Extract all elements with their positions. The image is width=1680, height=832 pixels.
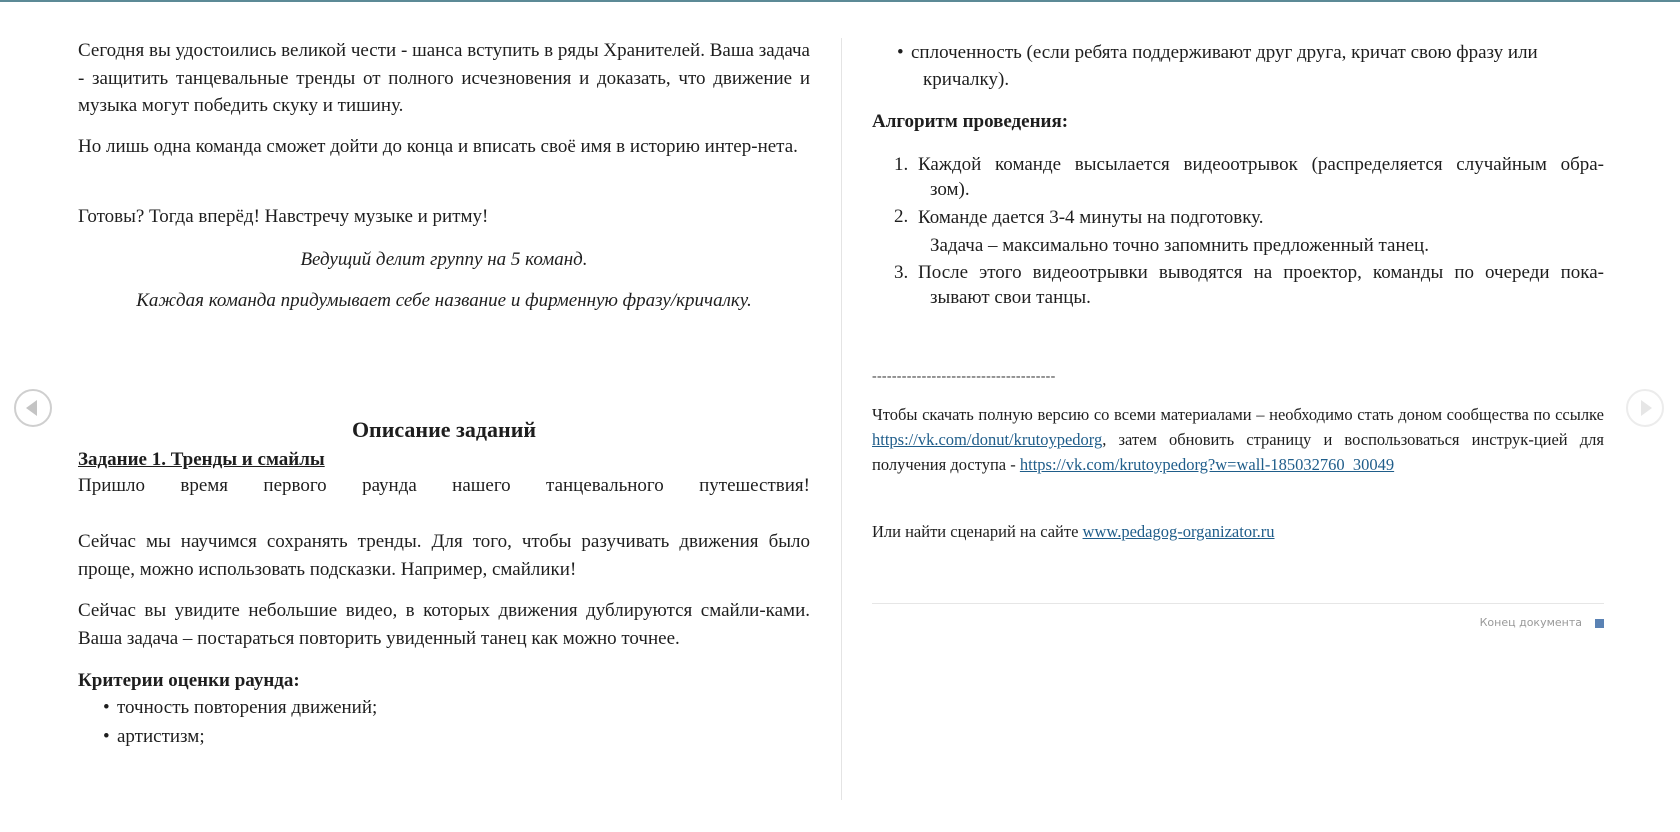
criteria-item: • сплоченность (если ребята поддерживают друг друга, кричат свою фразу или xyxy=(897,39,1597,67)
intro-paragraph-1: Сегодня вы удостоились великой чести - шанса вступить в ряды Хранителей. Ваша задача - защитить танцевальные тренды от полного исчезновения и доказать, что движение и музыка могут победить скуку и тишину. xyxy=(78,40,810,116)
task1-paragraph-2: Сейчас вы увидите небольшие видео, в которых движения дублируются смайли-ками. Ваша задача – постараться повторить увиденный танец как можно точнее. xyxy=(78,600,810,649)
criteria-item-continuation: кричалку). xyxy=(923,69,1010,90)
team-note: Каждая команда придумывает себе название и фирменную фразу/кричалку. xyxy=(136,290,752,311)
end-of-document-rule xyxy=(872,603,1604,604)
page-divider xyxy=(841,38,842,800)
separator-dashes: ------------------------------------- xyxy=(872,369,1056,384)
chevron-left-icon xyxy=(16,391,50,425)
task1-title: Задание 1. Тренды и смайлы xyxy=(78,449,325,470)
bullet-icon: • xyxy=(897,42,904,63)
site-paragraph: Или найти сценарий на сайте www.pedagog-organizator.ru xyxy=(872,522,1275,541)
host-note: Ведущий делит группу на 5 команд. xyxy=(300,249,588,270)
previous-page-button[interactable] xyxy=(14,389,52,427)
task1-intro-line: Пришло время первого раунда нашего танцевального путешествия! xyxy=(78,475,810,496)
intro-paragraph-2: Но лишь одна команда сможет дойти до конца и вписать своё имя в историю интер-нета. xyxy=(78,136,798,157)
bullet-icon: • xyxy=(103,697,110,718)
chevron-right-icon xyxy=(1628,391,1662,425)
next-page-button[interactable] xyxy=(1626,389,1664,427)
section-title: Описание заданий xyxy=(351,417,537,442)
wall-post-link[interactable]: https://vk.com/krutoypedorg?w=wall-185032760_30049 xyxy=(1019,455,1395,474)
algorithm-title: Алгоритм проведения: xyxy=(872,111,1069,132)
criteria-title: Критерии оценки раунда: xyxy=(78,670,300,691)
intro-paragraph-3: Готовы? Тогда вперёд! Навстречу музыке и ритму! xyxy=(78,206,489,227)
criteria-item: • артистизм; xyxy=(103,723,803,751)
site-link[interactable]: www.pedagog-organizator.ru xyxy=(1082,522,1275,541)
task1-paragraph-1: Сейчас мы научимся сохранять тренды. Для того, чтобы разучивать движения было проще, можно использовать подсказки. Например, смайлики! xyxy=(78,531,810,580)
donut-link[interactable]: https://vk.com/donut/krutoypedorg xyxy=(872,430,1103,449)
end-of-document-marker xyxy=(1595,619,1604,628)
download-paragraph: Чтобы скачать полную версию со всеми материалами – необходимо стать доном сообщества по ссылке https://vk.com/donut/krutoypedorg, затем обновить страницу и воспользоваться инструк-цией для получения доступа - https://vk.com/krutoypedorg?w=wall-185032760_30049 xyxy=(872,405,1604,474)
criteria-item: • точность повторения движений; xyxy=(103,694,803,722)
bullet-icon: • xyxy=(103,726,110,747)
end-of-document-label: Конец документа xyxy=(1479,616,1582,629)
top-border xyxy=(0,0,1680,2)
